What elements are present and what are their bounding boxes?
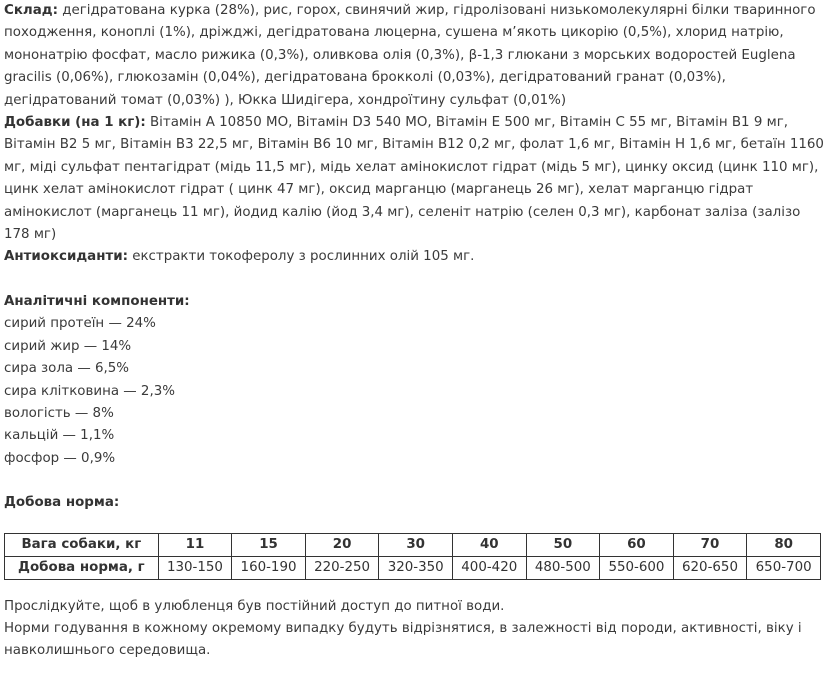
norm-cell: 320-350 (379, 556, 453, 579)
spacer (4, 269, 826, 291)
list-item: фосфор — 0,9% (4, 450, 116, 466)
norm-cell: 620-650 (673, 556, 747, 579)
water-note: Прослідкуйте, щоб в улюбленця був постійний доступ до питної води. (4, 598, 505, 614)
weight-cell: 30 (379, 533, 453, 556)
norm-cell: 480-500 (526, 556, 600, 579)
antioxidants-text: екстракти токоферолу з рослинних олій 105 мг. (132, 249, 475, 265)
table-row (5, 533, 821, 556)
composition-label: Склад: (4, 3, 58, 18)
weight-cell: 11 (158, 533, 232, 556)
footer-notes (4, 596, 826, 663)
additives-text: Вітамін А 10850 МО, Вітамін D3 540 МО, Вітамін Е 500 мг, Вітамін С 55 мг, Вітамін В1 9 мг, Вітамін В2 5 мг, Вітамін В3 22,5 мг, Вітамін В6 10 мг, Вітамін В12 0,2 мг, фолат 1,6 мг, Вітамін Н 1,6 мг, бетаїн 1160 мг, міді сульфат пентагідрат (мідь 11,5 мг), мідь хелат амінокислот гідрат (мідь 5 мг), цинку оксид (цинк 110 мг), цинк хелат амінокислот гідрат ( цинк 47 мг), оксид марганцю (марганець 26 мг), хелат марганцю гідрат амінокислот (марганець 11 мг), йодид калію (йод 3,4 мг), селеніт натрію (селен 0,3 мг), карбонат заліза (залізо 178 мг) (4, 115, 824, 243)
antioxidants-label: Антиоксиданти: (4, 249, 128, 265)
weight-cell: 80 (747, 533, 821, 556)
list-item: сирий жир — 14% (4, 338, 132, 354)
norm-cell: 130-150 (158, 556, 232, 579)
feeding-note: Норми годування в кожному окремому випадку будуть відрізнятися, в залежності від породи, активності, віку і навколишнього середовища. (4, 620, 802, 659)
list-item: сира клітковина — 2,3% (4, 383, 175, 399)
antioxidants-paragraph (4, 246, 826, 268)
daily-norm-table (4, 533, 821, 580)
weight-cell: 15 (232, 533, 306, 556)
norm-row-label: Добова норма, г (5, 556, 159, 579)
list-item: сира зола — 6,5% (4, 361, 130, 377)
table-row (5, 556, 821, 579)
analytical-heading: Аналітичні компоненти: (4, 293, 190, 309)
composition-text: дегідратована курка (28%), рис, горох, свинячий жир, гідролізовані низькомолекулярні білки тваринного походження, коноплі (1%), дріжджі, дегідратована люцерна, сушена м’якоть цикорію (0,5%), хлорид натрію, мононатрію фосфат, масло рижика (0,3%), оливкова олія (0,3%), β-1,3 глюкани з морських водоростей Euglena gracilis (0,06%), глюкозамін (0,04%), дегідратована брокколі (0,03%), дегідратований гранат (0,03%), дегідратований томат (0,03%) ), Юкка Шидігера, хондроїтину сульфат (0,01%) (4, 3, 816, 108)
weight-cell: 60 (600, 533, 674, 556)
norm-cell: 400-420 (452, 556, 526, 579)
norm-cell: 160-190 (232, 556, 306, 579)
weight-cell: 20 (305, 533, 379, 556)
norm-cell: 650-700 (747, 556, 821, 579)
list-item: кальцій — 1,1% (4, 428, 115, 444)
additives-paragraph (4, 112, 826, 246)
norm-cell: 550-600 (600, 556, 674, 579)
weight-cell: 50 (526, 533, 600, 556)
weight-row-label: Вага собаки, кг (5, 533, 159, 556)
analytical-list (4, 313, 826, 470)
list-item: вологість — 8% (4, 405, 114, 421)
composition-paragraph (4, 0, 826, 112)
additives-label: Добавки (на 1 кг): (4, 115, 146, 131)
spacer (4, 470, 826, 492)
daily-norm-heading: Добова норма: (4, 495, 120, 511)
list-item: сирий протеїн — 24% (4, 316, 156, 332)
norm-cell: 220-250 (305, 556, 379, 579)
weight-cell: 40 (452, 533, 526, 556)
weight-cell: 70 (673, 533, 747, 556)
